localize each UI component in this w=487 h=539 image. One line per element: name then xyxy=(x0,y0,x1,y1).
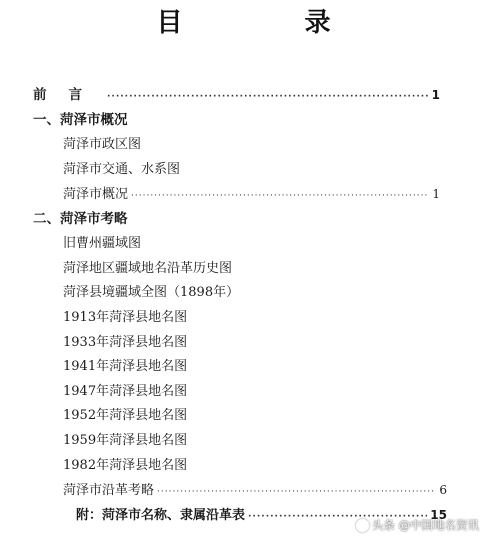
page-title: 目 录 xyxy=(156,8,379,38)
toc-entry[interactable] xyxy=(63,309,187,327)
toc-entry-label: 菏泽市政区图 xyxy=(63,137,142,152)
toc-entry[interactable] xyxy=(63,457,187,475)
toc-entry-label: 1959年菏泽县地名图 xyxy=(63,433,188,448)
toc-entry-label: 菏泽市沿革考略 xyxy=(63,483,155,498)
toc-entry-label: 附：菏泽市名称、隶属沿革表 xyxy=(76,508,246,523)
toc-entry-label: 菏泽县境疆域全图（1898年） xyxy=(63,285,240,300)
toc-entry[interactable] xyxy=(63,235,141,253)
leader-dots xyxy=(107,88,429,106)
toc-entry-label: 菏泽市交通、水系图 xyxy=(63,162,181,177)
toc-entry-page: 1 xyxy=(431,88,440,102)
toc-entry[interactable] xyxy=(63,161,180,179)
leader-dots xyxy=(131,187,429,205)
toc-section-label: 二、菏泽市考略 xyxy=(33,211,128,227)
toc-entry[interactable] xyxy=(63,185,440,205)
toc-entry-page: 15 xyxy=(430,508,447,522)
toc-entry[interactable] xyxy=(63,383,187,401)
toc-entry-label: 1933年菏泽县地名图 xyxy=(63,335,188,350)
toc-entry-label: 1913年菏泽县地名图 xyxy=(63,310,188,325)
toc-section-heading[interactable] xyxy=(33,111,128,129)
toc-entry[interactable] xyxy=(63,432,187,450)
toc-entry-label: 1947年菏泽县地名图 xyxy=(63,384,188,399)
toc-entry-label: 1952年菏泽县地名图 xyxy=(63,408,188,423)
toc-entry[interactable] xyxy=(63,481,447,501)
watermark xyxy=(356,517,479,533)
toc-entry-label: 菏泽地区疆域地名沿革历史图 xyxy=(63,261,233,276)
toc-section-label: 一、菏泽市概况 xyxy=(33,112,128,128)
leader-dots xyxy=(157,483,436,501)
toc-entry-page: 6 xyxy=(439,483,447,497)
toc-entry-label: 1982年菏泽县地名图 xyxy=(63,458,188,473)
toc-entry[interactable] xyxy=(63,334,187,352)
watermark-text: 头条 @中国地名资讯 xyxy=(371,518,479,532)
toc-entry[interactable] xyxy=(63,260,232,278)
toc-entry-preface[interactable] xyxy=(33,86,440,106)
toc-entry[interactable] xyxy=(63,136,141,154)
toc-entry[interactable] xyxy=(63,358,187,376)
toc-entry-label: 1941年菏泽县地名图 xyxy=(63,359,188,374)
toc-entry-page: 1 xyxy=(432,187,440,201)
at-icon xyxy=(356,519,369,532)
toc-entry[interactable] xyxy=(63,407,187,425)
toc-entry-label: 旧曹州疆域图 xyxy=(63,236,142,251)
toc-entry-label: 菏泽市概况 xyxy=(63,187,129,202)
toc-entry-label: 前言 xyxy=(33,87,104,103)
toc-section-heading[interactable] xyxy=(33,210,128,228)
toc-entry[interactable] xyxy=(63,284,239,302)
